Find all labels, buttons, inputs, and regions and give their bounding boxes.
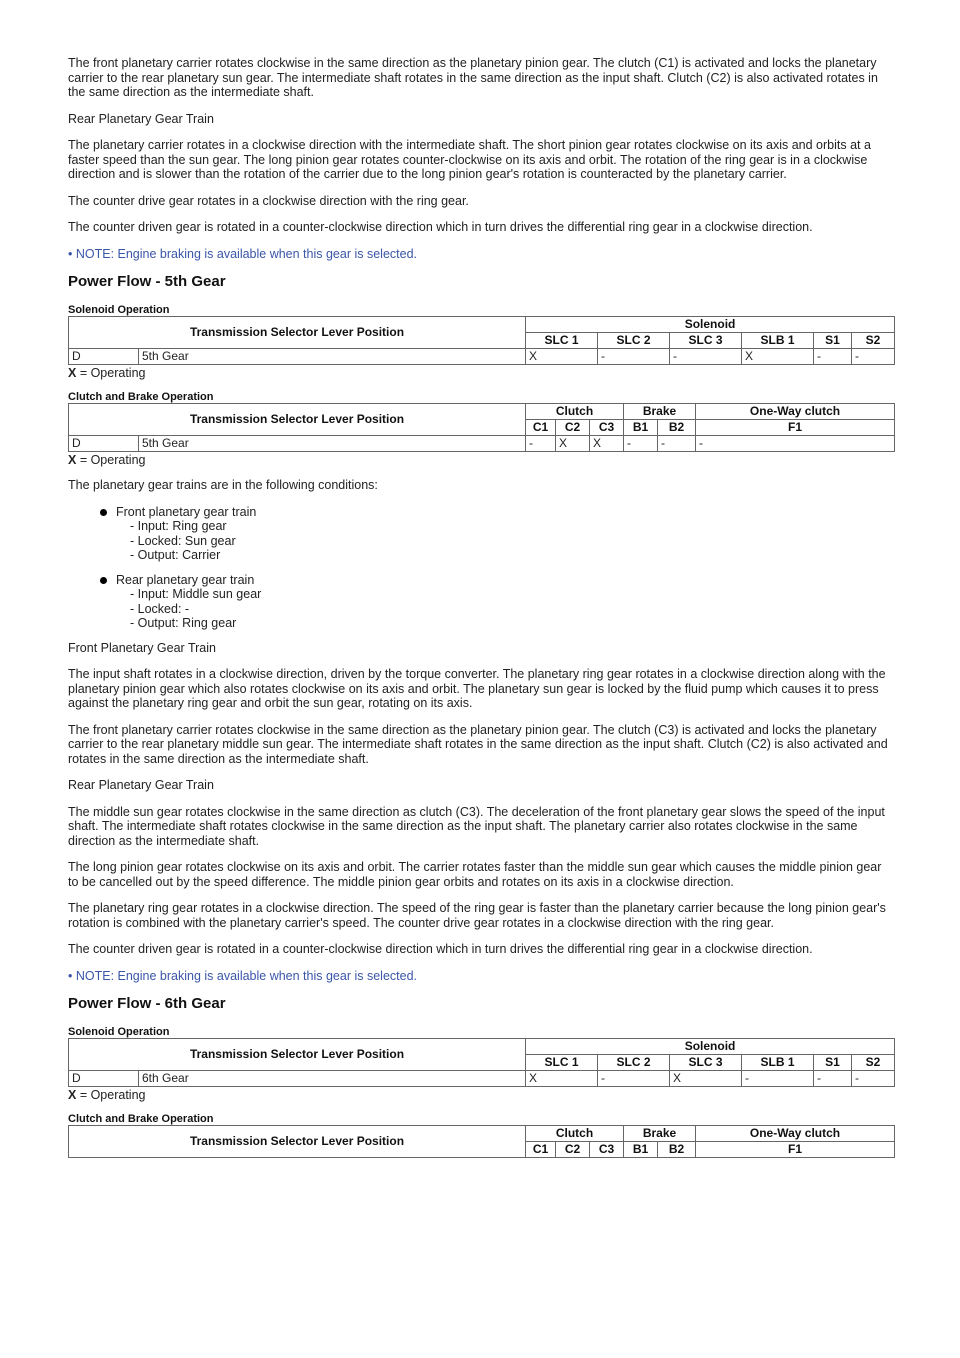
paragraph: The counter driven gear is rotated in a counter-clockwise direction which in turn drives the differential ring gear in a clockwise direction. (68, 220, 813, 234)
solenoid-table-5th (68, 316, 895, 365)
heading-5th-gear: Power Flow - 5th Gear (68, 273, 226, 290)
cell-value: X (742, 349, 814, 365)
header-solenoid: Solenoid (526, 1039, 895, 1055)
list-item-line: - Input: Middle sun gear (130, 587, 262, 601)
list-item-line: - Locked: Sun gear (130, 533, 236, 548)
header-col: S2 (852, 333, 895, 349)
clutch-table-6th (68, 1125, 895, 1158)
paragraph: The planetary carrier rotates in a clockwise direction with the intermediate shaft. The short pinion gear rotates clockwise on its axis and orbits at a faster speed than the sun gear. The long pinion gear rotates counter-clockwise on its axis and orbit. The rotation of the ring gear is in a clockwise direction and is slower than the rotation of the carrier due to the long pinion gear's rotation is counteracted by the planetary carrier. (68, 138, 871, 181)
paragraph: The planetary ring gear rotates in a clockwise direction. The speed of the ring gear is faster than the planetary carrier because the long pinion gear's rotation is combined with the planetary carrier's speed. The counter drive gear rotates in a clockwise direction with the ring gear. (68, 901, 886, 930)
paragraph: The front planetary carrier rotates clockwise in the same direction as the planetary pinion gear. The clutch (C3) is activated and locks the planetary carrier to the rear planetary middle sun gear. The intermediate shaft rotates in the same direction as the input shaft. Clutch (C2) is also activated and rotates in the same direction as the intermediate shaft. (68, 722, 888, 766)
cell-value: - (696, 436, 895, 452)
cell-value: X (670, 1071, 742, 1087)
paragraph: The long pinion gear rotates clockwise on its axis and orbit. The carrier rotates faster than the middle sun gear which causes the middle pinion gear to be cancelled out by the speed difference. The middle pinion gear orbits and rotates on its axis in a clockwise direction. (68, 860, 882, 889)
paragraph: The middle sun gear rotates clockwise in the same direction as clutch (C3). The deceleration of the front planetary gear slows the speed of the input shaft. The intermediate shaft rotates clockwise in the same direction as the input shaft. The planetary carrier also rotates clockwise in the same direction as the intermediate shaft. (68, 804, 885, 848)
cell-value: X (556, 436, 590, 452)
subheading-rear-planetary: Rear Planetary Gear Train (68, 111, 214, 126)
list-item-title: Front planetary gear train (116, 504, 257, 519)
header-col: F1 (696, 420, 895, 436)
cell-value: - (742, 1071, 814, 1087)
table-row (69, 436, 895, 452)
solenoid-operation-caption: Solenoid Operation (68, 1026, 170, 1038)
header-col: SLC 2 (598, 1055, 670, 1071)
header-col: C3 (590, 1142, 624, 1158)
list-item-line: - Locked: - (130, 601, 190, 616)
header-col: C3 (590, 420, 624, 436)
cell-position: D (69, 436, 139, 452)
list-item-front-train (68, 505, 894, 563)
cell-value: - (852, 1071, 895, 1087)
cell-gear: 6th Gear (139, 1071, 526, 1087)
header-col: SLC 1 (526, 1055, 598, 1071)
list-item-line: - Output: Carrier (130, 548, 221, 562)
cell-gear: 5th Gear (139, 349, 526, 365)
header-col: SLC 3 (670, 1055, 742, 1071)
header-col: C1 (526, 420, 556, 436)
paragraph: The counter drive gear rotates in a clockwise direction with the ring gear. (68, 193, 469, 208)
legend (68, 366, 894, 380)
table-row (69, 349, 895, 365)
table-row (69, 1071, 895, 1087)
bullet-icon (100, 509, 107, 516)
header-col: B2 (658, 420, 696, 436)
header-brake: Brake (624, 404, 696, 420)
manual-page (68, 56, 894, 1158)
header-lever-position: Transmission Selector Lever Position (69, 1126, 526, 1158)
legend (68, 1088, 894, 1102)
cell-value: - (658, 436, 696, 452)
header-clutch: Clutch (526, 1126, 624, 1142)
header-col: B1 (624, 1142, 658, 1158)
legend-symbol: X (68, 453, 77, 467)
cell-value: - (814, 1071, 852, 1087)
paragraph: The input shaft rotates in a clockwise direction, driven by the torque converter. The planetary ring gear rotates in a clockwise direction along with the planetary pinion gear which also rotates clockwise on its axis and orbit. The planetary sun gear is locked by the fluid pump which causes it to press against the planetary ring gear and orbit the sun gear, rotating on its axis. (68, 667, 886, 710)
header-col: S2 (852, 1055, 895, 1071)
header-solenoid: Solenoid (526, 317, 895, 333)
legend-text: = Operating (76, 366, 146, 380)
note-engine-braking: • NOTE: Engine braking is available when this gear is selected. (68, 246, 417, 261)
header-lever-position: Transmission Selector Lever Position (69, 1039, 526, 1071)
header-col: B1 (624, 420, 658, 436)
paragraph: The planetary gear trains are in the following conditions: (68, 478, 378, 492)
header-col: SLB 1 (742, 1055, 814, 1071)
legend-text: = Operating (76, 1088, 146, 1102)
legend-symbol: X (68, 1088, 77, 1102)
header-lever-position: Transmission Selector Lever Position (69, 404, 526, 436)
header-col: C1 (526, 1142, 556, 1158)
header-col: C2 (556, 1142, 590, 1158)
list-item-title: Rear planetary gear train (116, 572, 255, 587)
gear-train-list (68, 505, 894, 631)
subheading-front-planetary: Front Planetary Gear Train (68, 640, 216, 655)
header-col: SLB 1 (742, 333, 814, 349)
legend-text: = Operating (76, 453, 146, 467)
cell-value: - (598, 1071, 670, 1087)
header-col: SLC 3 (670, 333, 742, 349)
list-item-rear-train (68, 573, 894, 631)
paragraph: The counter driven gear is rotated in a counter-clockwise direction which in turn drives the differential ring gear in a clockwise direction. (68, 942, 813, 956)
cell-gear: 5th Gear (139, 436, 526, 452)
cell-position: D (69, 349, 139, 365)
cell-position: D (69, 1071, 139, 1087)
list-item-line: - Input: Ring gear (130, 519, 227, 533)
header-col: SLC 2 (598, 333, 670, 349)
legend-symbol: X (68, 366, 77, 380)
clutch-brake-caption: Clutch and Brake Operation (68, 391, 214, 403)
cell-value: X (590, 436, 624, 452)
solenoid-operation-caption: Solenoid Operation (68, 304, 170, 316)
cell-value: - (526, 436, 556, 452)
solenoid-table-6th (68, 1038, 895, 1071)
bullet-icon (100, 577, 107, 584)
cell-value: X (526, 349, 598, 365)
clutch-table-5th (68, 403, 895, 452)
header-col: S1 (814, 333, 852, 349)
cell-value: - (598, 349, 670, 365)
heading-6th-gear: Power Flow - 6th Gear (68, 995, 226, 1012)
solenoid-table-6th-body (68, 1070, 895, 1087)
cell-value: - (852, 349, 895, 365)
subheading-rear-planetary: Rear Planetary Gear Train (68, 778, 214, 792)
clutch-brake-caption: Clutch and Brake Operation (68, 1113, 214, 1125)
header-clutch: Clutch (526, 404, 624, 420)
header-col: B2 (658, 1142, 696, 1158)
cell-value: - (814, 349, 852, 365)
header-col: F1 (696, 1142, 895, 1158)
list-item-line: - Output: Ring gear (130, 616, 237, 630)
cell-value: - (624, 436, 658, 452)
header-one-way-clutch: One-Way clutch (696, 1126, 895, 1142)
header-col: C2 (556, 420, 590, 436)
header-col: SLC 1 (526, 333, 598, 349)
legend (68, 453, 894, 467)
header-lever-position: Transmission Selector Lever Position (69, 317, 526, 349)
header-one-way-clutch: One-Way clutch (696, 404, 895, 420)
cell-value: - (670, 349, 742, 365)
header-col: S1 (814, 1055, 852, 1071)
cell-value: X (526, 1071, 598, 1087)
header-brake: Brake (624, 1126, 696, 1142)
note-engine-braking: • NOTE: Engine braking is available when this gear is selected. (68, 968, 417, 983)
paragraph: The front planetary carrier rotates clockwise in the same direction as the planetary pinion gear. The clutch (C1) is activated and locks the planetary carrier to the rear planetary sun gear. The intermediate shaft rotates in the same direction as the input shaft. Clutch (C2) is also activated rotates in the same direction as the intermediate shaft. (68, 56, 878, 99)
